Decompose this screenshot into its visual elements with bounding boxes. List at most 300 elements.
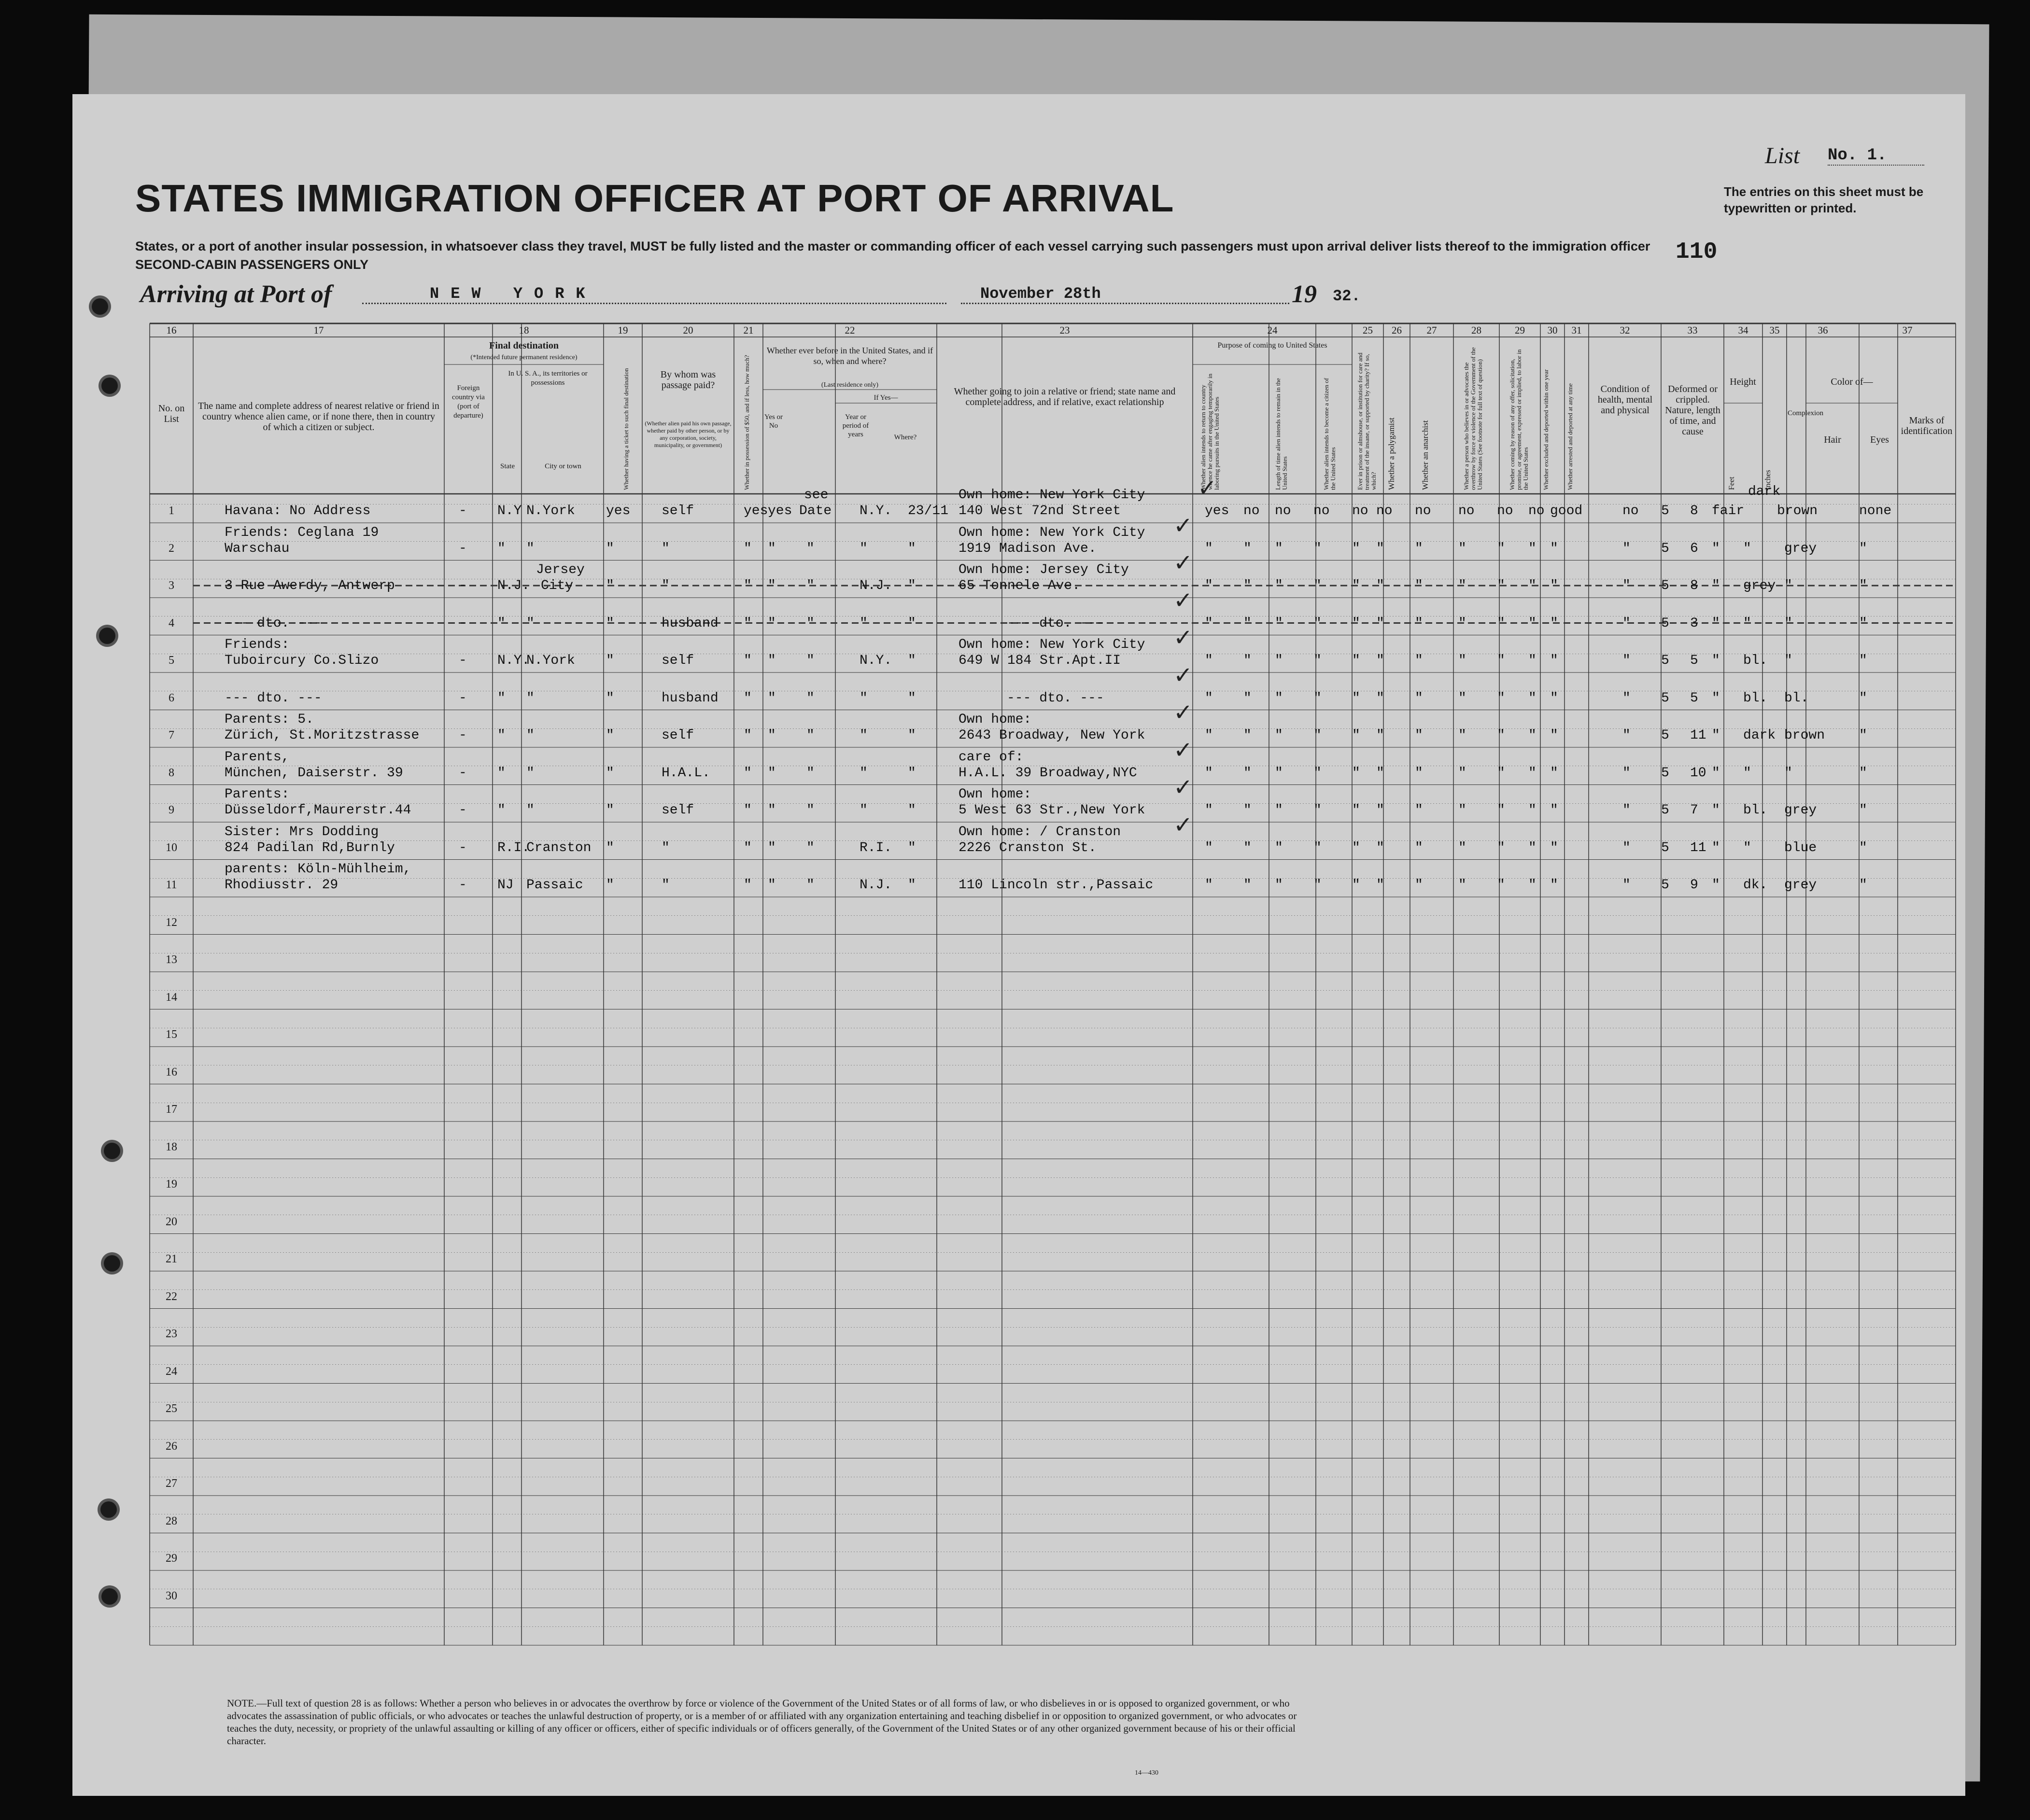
purpose-cell: " bbox=[1205, 878, 1213, 893]
c25-cell: " bbox=[1313, 878, 1322, 893]
checkmark-icon: ✓ bbox=[1173, 587, 1193, 614]
header-c33: Deformed or crippled. Nature, length of time, and cause bbox=[1665, 384, 1720, 437]
deformed-cell: " bbox=[1622, 690, 1631, 706]
page-title: STATES IMMIGRATION OFFICER AT PORT OF ARRIVAL bbox=[135, 177, 1174, 220]
inches-cell: 11 bbox=[1690, 840, 1706, 855]
c27-cell: " bbox=[1376, 878, 1384, 893]
binder-hole bbox=[100, 1501, 117, 1518]
ticket-cell: " bbox=[606, 878, 614, 893]
c25-cell: " bbox=[1313, 616, 1322, 631]
c31-cell: " bbox=[1528, 653, 1537, 668]
c26-cell: " bbox=[1352, 541, 1360, 556]
complexion-cell: " bbox=[1712, 578, 1720, 593]
c24b-cell: " bbox=[1243, 690, 1252, 706]
column-number: 27 bbox=[1426, 324, 1437, 336]
header-c24b: Length of time alien intends to remain in the United States bbox=[1274, 378, 1288, 490]
column-number: 25 bbox=[1363, 324, 1373, 336]
c30-cell: " bbox=[1497, 765, 1505, 781]
departure-cell: 23/11 bbox=[908, 504, 949, 518]
header-color-of: Color of— bbox=[1831, 377, 1873, 387]
health-cell: " bbox=[1550, 878, 1558, 893]
inches-cell: 7 bbox=[1690, 803, 1698, 818]
checkmark-icon: ✓ bbox=[1198, 475, 1217, 502]
c30-cell: " bbox=[1497, 653, 1505, 668]
where-cell: N.J. bbox=[860, 878, 892, 893]
manifest-grid bbox=[72, 94, 1965, 1796]
state-cell: " bbox=[497, 728, 506, 743]
state-cell: N.J. bbox=[497, 578, 530, 593]
relative-line: Sister: Mrs Dodding bbox=[225, 824, 379, 840]
c27-cell: " bbox=[1376, 653, 1384, 668]
c26-cell: " bbox=[1352, 690, 1360, 706]
relative-line: Rhodiusstr. 29 bbox=[225, 878, 338, 893]
ticket-cell: " bbox=[606, 728, 614, 743]
row-number: 12 bbox=[166, 916, 177, 929]
row-number: 20 bbox=[166, 1215, 177, 1228]
feet-cell: 5 bbox=[1661, 616, 1669, 631]
header-yes-no: Yes or No bbox=[764, 413, 783, 430]
hair-cell: dark bbox=[1743, 728, 1776, 743]
c27-cell: " bbox=[1376, 616, 1384, 631]
paid-by-cell: self bbox=[662, 653, 694, 668]
where-cell: " bbox=[860, 803, 868, 818]
header-height: Height bbox=[1730, 377, 1756, 387]
health-cell: " bbox=[1550, 765, 1558, 781]
form-code: 14—430 bbox=[1135, 1769, 1158, 1777]
before-yes-no-cell: " bbox=[768, 840, 776, 855]
purpose-cell: " bbox=[1205, 803, 1213, 818]
column-number: 37 bbox=[1902, 324, 1913, 336]
inches-cell: 5 bbox=[1690, 690, 1698, 706]
c30-cell: " bbox=[1497, 690, 1505, 706]
checkmark-icon: ✓ bbox=[1173, 661, 1193, 689]
deformed-cell: " bbox=[1622, 541, 1631, 556]
c30-cell: " bbox=[1497, 840, 1505, 855]
relative-line: Friends: bbox=[225, 637, 290, 652]
c24b-cell: " bbox=[1243, 803, 1252, 818]
header-c29: Whether coming by reason of any offer, solicitation, promise, or agreement, expressed or implied, to labor in the United States bbox=[1508, 349, 1529, 490]
binder-hole bbox=[101, 378, 118, 394]
c30-cell: " bbox=[1497, 803, 1505, 818]
join-line: 65 Tonnele Ave. bbox=[959, 578, 1081, 593]
state-cell: " bbox=[497, 765, 506, 781]
row-number: 3 bbox=[169, 579, 174, 592]
c25-cell: " bbox=[1313, 803, 1322, 818]
where-cell: " bbox=[860, 616, 868, 631]
before-yes-no-cell: " bbox=[768, 728, 776, 743]
eyes-cell: " bbox=[1784, 653, 1792, 668]
column-number: 17 bbox=[313, 324, 324, 336]
departure-cell: " bbox=[908, 728, 916, 743]
c29-cell: " bbox=[1458, 878, 1466, 893]
paid-by-cell: H.A.L. bbox=[662, 765, 710, 781]
header-final-dest-note: (*Intended future permanent residence) bbox=[470, 354, 578, 361]
footnote: NOTE.—Full text of question 28 is as follows: Whether a person who believes in or advocates the overthrow by force or violence of the Government of the United States or of all forms of law, or who disbelieves in or is opposed to organized government, or who advocates the assassination of public officials, or who advocates or teaches the unlawful destruction of property, or is a member of or affiliated with any organization entertaining and teaching disbelief in or opposition to organized government, or who advocates or teaches the duty, necessity, or propriety of the unlawful assaulting or killing of any officer or officers, either of specific individuals or of officers generally, of the Government of the United States or of any other organized government because of his or their official character. bbox=[227, 1697, 1297, 1747]
relative-line: Tuboircury Co.Slizo bbox=[225, 653, 379, 668]
arrival-port: NEW YORK bbox=[362, 285, 946, 304]
state-cell: R.I. bbox=[497, 840, 530, 855]
c31-cell: " bbox=[1528, 840, 1537, 855]
relative-line: 3 Rue Awerdy, Antwerp bbox=[225, 578, 395, 593]
feet-cell: 5 bbox=[1661, 878, 1669, 893]
binder-hole bbox=[99, 628, 115, 644]
ticket-cell: " bbox=[606, 653, 614, 668]
ticket-cell: " bbox=[606, 541, 614, 556]
deformed-cell: no bbox=[1622, 504, 1639, 518]
header-eyes: Eyes bbox=[1870, 434, 1889, 445]
list-number: No. 1. bbox=[1828, 146, 1924, 166]
join-line: Own home: bbox=[959, 787, 1032, 802]
row-number: 8 bbox=[169, 766, 174, 779]
c31-cell: no bbox=[1528, 504, 1545, 518]
c24b-cell: " bbox=[1243, 728, 1252, 743]
year-cell: " bbox=[806, 578, 815, 593]
sheet-number: 110 bbox=[1676, 239, 1718, 265]
c31-cell: " bbox=[1528, 728, 1537, 743]
header-c25: Ever in prison or almshouse, or institution for care and treatment of the insane, or supported by charity? If so, which? bbox=[1356, 352, 1377, 490]
paid-by-cell: self bbox=[662, 728, 694, 743]
row-number: 21 bbox=[166, 1253, 177, 1265]
hair-cell: bl. bbox=[1743, 690, 1768, 706]
relative-line: Parents: bbox=[225, 787, 290, 802]
departure-cell: " bbox=[908, 541, 916, 556]
complexion-cell: " bbox=[1712, 878, 1720, 893]
c25-cell: " bbox=[1313, 578, 1322, 593]
c29-cell: no bbox=[1458, 504, 1475, 518]
c30-cell: " bbox=[1497, 541, 1505, 556]
relative-line: Havana: No Address bbox=[225, 504, 371, 518]
money-cell: " bbox=[744, 541, 752, 556]
arrival-date: November 28th bbox=[961, 285, 1289, 304]
relative-line: Zürich, St.Moritzstrasse bbox=[225, 728, 420, 743]
year-prefix: 19 bbox=[1292, 280, 1317, 308]
checkmark-icon: ✓ bbox=[1173, 699, 1193, 726]
header-purpose: Purpose of coming to United States bbox=[1217, 341, 1327, 350]
departure-cell: " bbox=[908, 653, 916, 668]
header-c31: Whether arrested and deported at any time bbox=[1566, 383, 1574, 490]
hair-cell: " bbox=[1743, 840, 1751, 855]
c30-cell: " bbox=[1497, 728, 1505, 743]
deformed-cell: " bbox=[1622, 765, 1631, 781]
c31-cell: " bbox=[1528, 765, 1537, 781]
c30-cell: " bbox=[1497, 578, 1505, 593]
state-cell: " bbox=[497, 541, 506, 556]
hair-cell: dark bbox=[1748, 484, 1781, 499]
c28-cell: " bbox=[1415, 840, 1423, 855]
purpose-cell: " bbox=[1205, 653, 1213, 668]
header-money: Whether in possession of $50, and if less, how much? bbox=[743, 355, 750, 490]
column-number: 22 bbox=[845, 324, 855, 336]
c24c-cell: " bbox=[1275, 653, 1283, 668]
marks-cell: " bbox=[1859, 541, 1867, 556]
ticket-cell: " bbox=[606, 840, 614, 855]
column-number: 18 bbox=[519, 324, 529, 336]
marks-cell: " bbox=[1859, 765, 1867, 781]
column-number: 30 bbox=[1547, 324, 1558, 336]
header-year-period: Year or period of years bbox=[842, 413, 869, 438]
foreign-country-cell: - bbox=[459, 878, 467, 893]
eyes-cell: grey bbox=[1784, 878, 1817, 893]
row-number: 1 bbox=[169, 504, 174, 517]
column-number: 19 bbox=[618, 324, 628, 336]
before-yes-no-cell: " bbox=[768, 803, 776, 818]
ticket-cell: " bbox=[606, 765, 614, 781]
header-foreign-country: Foreign country via (port of departure) bbox=[452, 384, 485, 420]
where-cell: " bbox=[860, 690, 868, 706]
c29-cell: " bbox=[1458, 653, 1466, 668]
join-line: care of: bbox=[959, 749, 1024, 765]
purpose-cell: " bbox=[1205, 616, 1213, 631]
c29-cell: " bbox=[1458, 690, 1466, 706]
c24c-cell: " bbox=[1275, 541, 1283, 556]
inches-cell: 9 bbox=[1690, 878, 1698, 893]
ticket-cell: " bbox=[606, 803, 614, 818]
c28-cell: " bbox=[1415, 803, 1423, 818]
header-ever-before: Whether ever before in the United States, and if so, when and where? bbox=[766, 346, 933, 366]
state-cell: " bbox=[497, 803, 506, 818]
checkmark-icon: ✓ bbox=[1173, 549, 1193, 576]
checkmark-icon: ✓ bbox=[1173, 811, 1193, 839]
row-number: 25 bbox=[166, 1402, 177, 1415]
c26-cell: " bbox=[1352, 578, 1360, 593]
c30-cell: no bbox=[1497, 504, 1513, 518]
header-where: Where? bbox=[894, 434, 917, 441]
departure-cell: " bbox=[908, 840, 916, 855]
eyes-cell: brown bbox=[1777, 504, 1818, 518]
row-number: 16 bbox=[166, 1065, 177, 1078]
join-line: 110 Lincoln str.,Passaic bbox=[959, 878, 1154, 893]
foreign-country-cell: - bbox=[459, 504, 467, 518]
c28-cell: " bbox=[1415, 541, 1423, 556]
foreign-country-cell: - bbox=[459, 653, 467, 668]
relative-line: Friends: Ceglana 19 bbox=[225, 525, 379, 540]
year-cell: " bbox=[806, 803, 815, 818]
manifest-sheet bbox=[72, 94, 1965, 1796]
relative-line: --- dto. --- bbox=[225, 690, 322, 706]
column-number: 35 bbox=[1769, 324, 1780, 336]
health-cell: " bbox=[1550, 541, 1558, 556]
binder-hole bbox=[104, 1255, 120, 1272]
header-hair: Hair bbox=[1824, 434, 1841, 445]
complexion-cell: " bbox=[1712, 616, 1720, 631]
header-c30: Whether excluded and deported within one year bbox=[1542, 369, 1550, 490]
inches-cell: 3 bbox=[1690, 616, 1698, 631]
inches-cell: 10 bbox=[1690, 765, 1706, 781]
c31-cell: " bbox=[1528, 878, 1537, 893]
join-line: Own home: bbox=[959, 712, 1032, 727]
year-cell: see bbox=[804, 488, 829, 503]
state-cell: NJ bbox=[497, 878, 514, 893]
join-line: 140 West 72nd Street bbox=[959, 504, 1121, 518]
c27-cell: " bbox=[1376, 840, 1384, 855]
c30-cell: " bbox=[1497, 616, 1505, 631]
eyes-cell: bl. bbox=[1784, 690, 1809, 706]
relative-line: Parents, bbox=[225, 749, 290, 765]
complexion-cell: " bbox=[1712, 728, 1720, 743]
state-cell: " bbox=[497, 616, 506, 631]
city-cell: " bbox=[526, 541, 535, 556]
column-number: 29 bbox=[1515, 324, 1525, 336]
c31-cell: " bbox=[1528, 616, 1537, 631]
column-number: 33 bbox=[1687, 324, 1698, 336]
where-cell: " bbox=[860, 541, 868, 556]
departure-cell: " bbox=[908, 578, 916, 593]
health-cell: good bbox=[1550, 504, 1583, 518]
join-line: Own home: New York City bbox=[959, 637, 1145, 652]
column-number: 32 bbox=[1620, 324, 1630, 336]
purpose-cell: " bbox=[1205, 840, 1213, 855]
c27-cell: no bbox=[1376, 504, 1393, 518]
feet-cell: 5 bbox=[1661, 653, 1669, 668]
deformed-cell: " bbox=[1622, 878, 1631, 893]
feet-cell: 5 bbox=[1661, 578, 1669, 593]
health-cell: " bbox=[1550, 728, 1558, 743]
before-yes-no-cell: " bbox=[768, 578, 776, 593]
c29-cell: " bbox=[1458, 765, 1466, 781]
c31-cell: " bbox=[1528, 803, 1537, 818]
state-cell: N.Y. bbox=[497, 653, 530, 668]
header-feet: Feet bbox=[1728, 476, 1736, 490]
eyes-cell: brown bbox=[1784, 728, 1825, 743]
complexion-cell: " bbox=[1712, 541, 1720, 556]
departure-cell: " bbox=[908, 690, 916, 706]
paid-by-cell: self bbox=[662, 803, 694, 818]
eyes-cell: " bbox=[1784, 578, 1792, 593]
c28-cell: " bbox=[1415, 653, 1423, 668]
foreign-country-cell: - bbox=[459, 616, 467, 631]
year-suffix: 32. bbox=[1333, 287, 1361, 305]
money-cell: " bbox=[744, 840, 752, 855]
join-line: 1919 Madison Ave. bbox=[959, 541, 1097, 556]
row-number: 24 bbox=[166, 1365, 177, 1378]
foreign-country-cell: - bbox=[459, 840, 467, 855]
join-line: Own home: New York City bbox=[959, 525, 1145, 540]
before-yes-no-cell: " bbox=[768, 616, 776, 631]
year-cell: " bbox=[806, 728, 815, 743]
c30-cell: " bbox=[1497, 878, 1505, 893]
health-cell: " bbox=[1550, 690, 1558, 706]
c24b-cell: " bbox=[1243, 765, 1252, 781]
c26-cell: " bbox=[1352, 616, 1360, 631]
c29-cell: " bbox=[1458, 728, 1466, 743]
c27-cell: " bbox=[1376, 541, 1384, 556]
inches-cell: 8 bbox=[1690, 504, 1698, 518]
row-number: 9 bbox=[169, 804, 174, 816]
paid-by-cell: " bbox=[662, 541, 670, 556]
money-cell: " bbox=[744, 578, 752, 593]
before-yes-no-cell: " bbox=[768, 878, 776, 893]
row-number: 7 bbox=[169, 729, 174, 742]
ticket-cell: " bbox=[606, 616, 614, 631]
row-number: 26 bbox=[166, 1440, 177, 1453]
year-cell: Date bbox=[799, 504, 832, 518]
marks-cell: " bbox=[1859, 616, 1867, 631]
row-number: 13 bbox=[166, 953, 177, 966]
city-cell: N.York bbox=[526, 504, 575, 518]
row-number: 29 bbox=[166, 1552, 177, 1565]
deformed-cell: " bbox=[1622, 803, 1631, 818]
c29-cell: " bbox=[1458, 616, 1466, 631]
typed-note: The entries on this sheet must be typewritten or printed. bbox=[1724, 184, 1924, 215]
join-line: Own home: / Cranston bbox=[959, 824, 1121, 840]
inches-cell: 8 bbox=[1690, 578, 1698, 593]
c24c-cell: " bbox=[1275, 840, 1283, 855]
header-c28: Whether a person who believes in or advocates the overthrow by force or violence of the Government of the United States (See footnote for full text of question) bbox=[1463, 347, 1483, 490]
feet-cell: 5 bbox=[1661, 803, 1669, 818]
departure-cell: " bbox=[908, 616, 916, 631]
inches-cell: 11 bbox=[1690, 728, 1706, 743]
hair-cell: bl. bbox=[1743, 653, 1768, 668]
row-number: 4 bbox=[169, 616, 174, 630]
c26-cell: " bbox=[1352, 803, 1360, 818]
row-number: 10 bbox=[166, 841, 177, 854]
binder-hole bbox=[92, 298, 108, 315]
money-cell: " bbox=[744, 878, 752, 893]
hair-cell: " bbox=[1743, 541, 1751, 556]
arriving-label: Arriving at Port of bbox=[140, 280, 332, 308]
row-number: 14 bbox=[166, 991, 177, 1004]
purpose-cell: yes bbox=[1205, 504, 1229, 518]
join-line: 2226 Cranston St. bbox=[959, 840, 1097, 855]
money-cell: " bbox=[744, 765, 752, 781]
c28-cell: no bbox=[1415, 504, 1431, 518]
column-number: 24 bbox=[1267, 324, 1278, 336]
c26-cell: " bbox=[1352, 728, 1360, 743]
join-line: 5 West 63 Str.,New York bbox=[959, 803, 1145, 818]
c24b-cell: " bbox=[1243, 653, 1252, 668]
c24c-cell: " bbox=[1275, 578, 1283, 593]
c24c-cell: " bbox=[1275, 616, 1283, 631]
row-number: 22 bbox=[166, 1290, 177, 1303]
foreign-country-cell: - bbox=[459, 765, 467, 781]
column-number: 31 bbox=[1571, 324, 1582, 336]
complexion-cell: " bbox=[1712, 803, 1720, 818]
feet-cell: 5 bbox=[1661, 541, 1669, 556]
c24b-cell: " bbox=[1243, 616, 1252, 631]
row-number: 23 bbox=[166, 1328, 177, 1340]
row-number: 28 bbox=[166, 1514, 177, 1527]
purpose-cell: " bbox=[1205, 765, 1213, 781]
paid-by-cell: " bbox=[662, 578, 670, 593]
c25-cell: " bbox=[1313, 690, 1322, 706]
list-label: List bbox=[1765, 143, 1800, 168]
header-by-whom: By whom was passage paid? bbox=[660, 369, 716, 391]
foreign-country-cell: - bbox=[459, 728, 467, 743]
c26-cell: " bbox=[1352, 878, 1360, 893]
row-number: 27 bbox=[166, 1477, 177, 1490]
c29-cell: " bbox=[1458, 840, 1466, 855]
c26-cell: " bbox=[1352, 653, 1360, 668]
year-cell: " bbox=[806, 878, 815, 893]
c28-cell: " bbox=[1415, 578, 1423, 593]
c31-cell: " bbox=[1528, 578, 1537, 593]
header-complexion: Complexion bbox=[1788, 409, 1824, 417]
state-cell: " bbox=[497, 690, 506, 706]
marks-cell: none bbox=[1859, 504, 1892, 518]
purpose-cell: " bbox=[1205, 690, 1213, 706]
c27-cell: " bbox=[1376, 578, 1384, 593]
year-cell: " bbox=[806, 765, 815, 781]
header-if-yes: If Yes— bbox=[874, 394, 898, 402]
city-cell: N.York bbox=[526, 653, 575, 668]
feet-cell: 5 bbox=[1661, 765, 1669, 781]
c24c-cell: " bbox=[1275, 803, 1283, 818]
join-line: H.A.L. 39 Broadway,NYC bbox=[959, 765, 1137, 781]
feet-cell: 5 bbox=[1661, 840, 1669, 855]
health-cell: " bbox=[1550, 578, 1558, 593]
join-line: 2643 Broadway, New York bbox=[959, 728, 1145, 743]
where-cell: N.Y. bbox=[860, 504, 892, 518]
